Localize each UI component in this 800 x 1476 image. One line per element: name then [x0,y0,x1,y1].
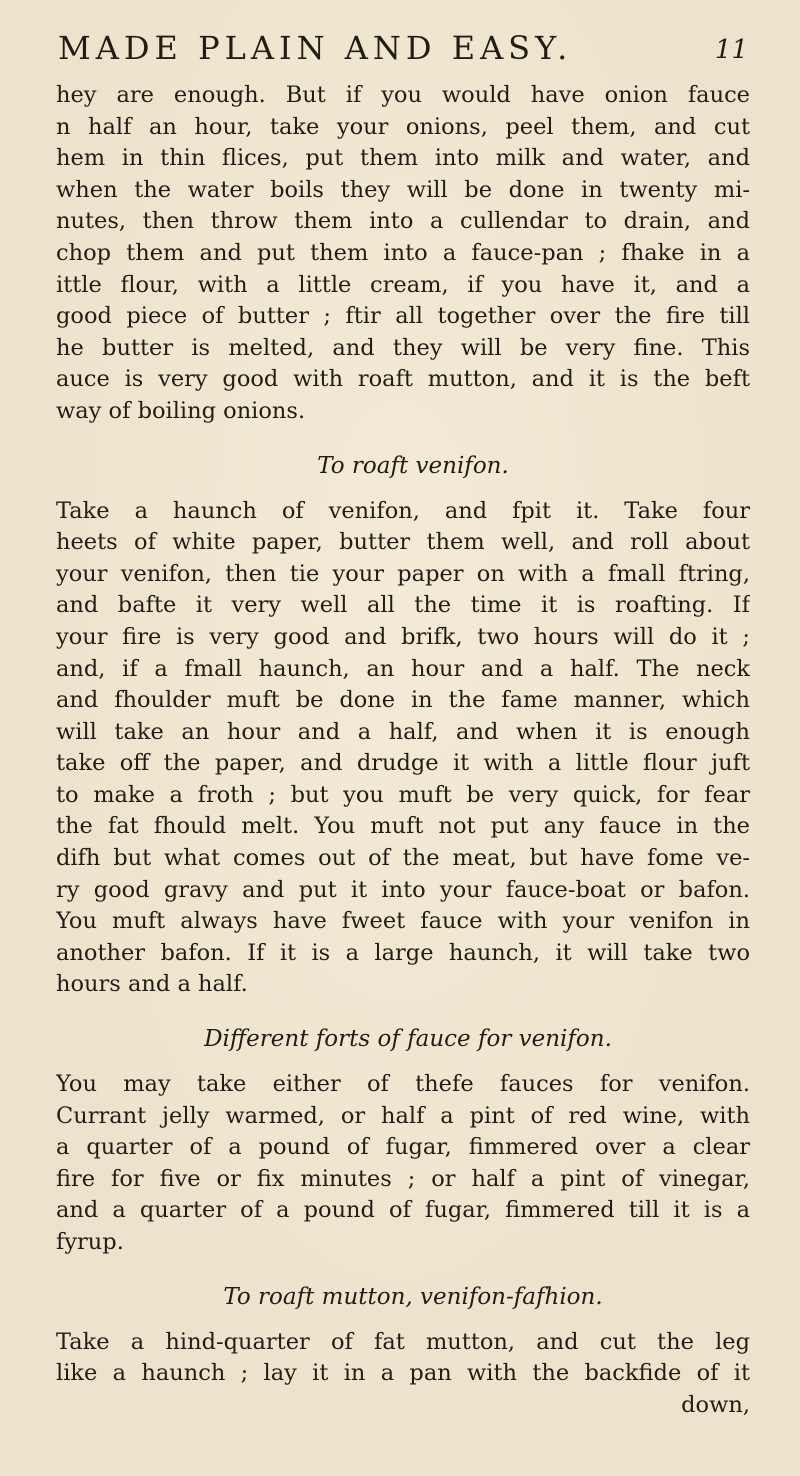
text-line: to make a froth ; but you muft be very quick, for fear [56,781,750,808]
text-line: hey are enough. But if you would have onion fauce [56,82,750,108]
text-line: will take an hour and a half, and when it is enough [56,718,750,745]
text-line: chop them and put them into a fauce-pan ; fhake in a [56,239,750,266]
text-line: and a quarter of a pound of fugar, fimmered till it is a [56,1197,750,1224]
text-line: a quarter of a pound of fugar, fimmered over a clear [56,1134,750,1161]
body-text [56,80,750,1421]
running-title: MADE PLAIN AND EASY. [58,29,573,67]
text-line: n half an hour, take your onions, peel them, and cut [56,113,750,140]
heading-roast-mutton: To roaft mutton, venifon-fafhion. [223,1283,603,1310]
text-line: hem in thin flices, put them into milk and water, and [56,145,750,172]
paragraph-roast-venison [56,496,750,1002]
text-line: Currant jelly warmed, or half a pint of red wine, with [56,1102,750,1129]
text-line: good piece of butter ; ftir all together over the fire till [56,303,750,330]
paragraph-onion-sauce [56,80,750,428]
text-line: way of boiling onions. [56,397,306,424]
text-line: another bafon. If it is a large haunch, it will take two [56,939,750,966]
text-line: when the water boils they will be done in twenty mi- [56,176,750,203]
text-line: difh but what comes out of the meat, but have fome ve- [56,845,750,872]
text-line: Take a hind-quarter of fat mutton, and cut the leg [56,1328,750,1355]
text-line: your fire is very good and brifk, two hours will do it ; [56,623,750,650]
text-line: nutes, then throw them into a cullendar to drain, and [56,208,750,235]
heading-venison-sauces: Different forts of fauce for venifon. [204,1026,612,1053]
paragraph-roast-mutton [56,1327,750,1422]
text-line: and, if a fmall haunch, an hour and a half. The neck [56,655,750,682]
text-line: Take a haunch of venifon, and fpit it. Take four [56,497,750,524]
text-line: and bafte it very well all the time it is roafting. If [56,592,750,619]
text-line: he butter is melted, and they will be very fine. This [56,334,750,361]
heading-roast-venison: To roaft venifon. [317,452,509,479]
text-line: ry good gravy and put it into your fauce-boat or bafon. [56,876,750,903]
page-number: 11 [714,35,748,65]
text-line: take off the paper, and drudge it with a little flour juft [56,750,750,777]
text-line: ittle flour, with a little cream, if you have it, and a [56,271,750,298]
paragraph-venison-sauces [56,1069,750,1259]
text-line: heets of white paper, butter them well, and roll about [56,529,750,556]
running-head [58,28,748,68]
text-line: auce is very good with roaft mutton, and it is the beft [56,366,750,393]
catchword: down, [681,1391,750,1418]
text-line: fyrup. [56,1229,124,1255]
text-line: You may take either of thefe fauces for venifon. [56,1071,750,1098]
text-line: and fhoulder muft be done in the fame manner, which [56,687,750,714]
text-line: You muft always have fweet fauce with your venifon in [56,908,750,935]
text-line: hours and a half. [56,971,248,998]
text-line: like a haunch ; lay it in a pan with the backfide of it [56,1360,750,1387]
text-line: the fat fhould melt. You muft not put any fauce in the [56,813,750,840]
text-line: fire for five or fix minutes ; or half a pint of vinegar, [56,1165,750,1192]
text-line: your venifon, then tie your paper on with a fmall ftring, [56,560,750,587]
